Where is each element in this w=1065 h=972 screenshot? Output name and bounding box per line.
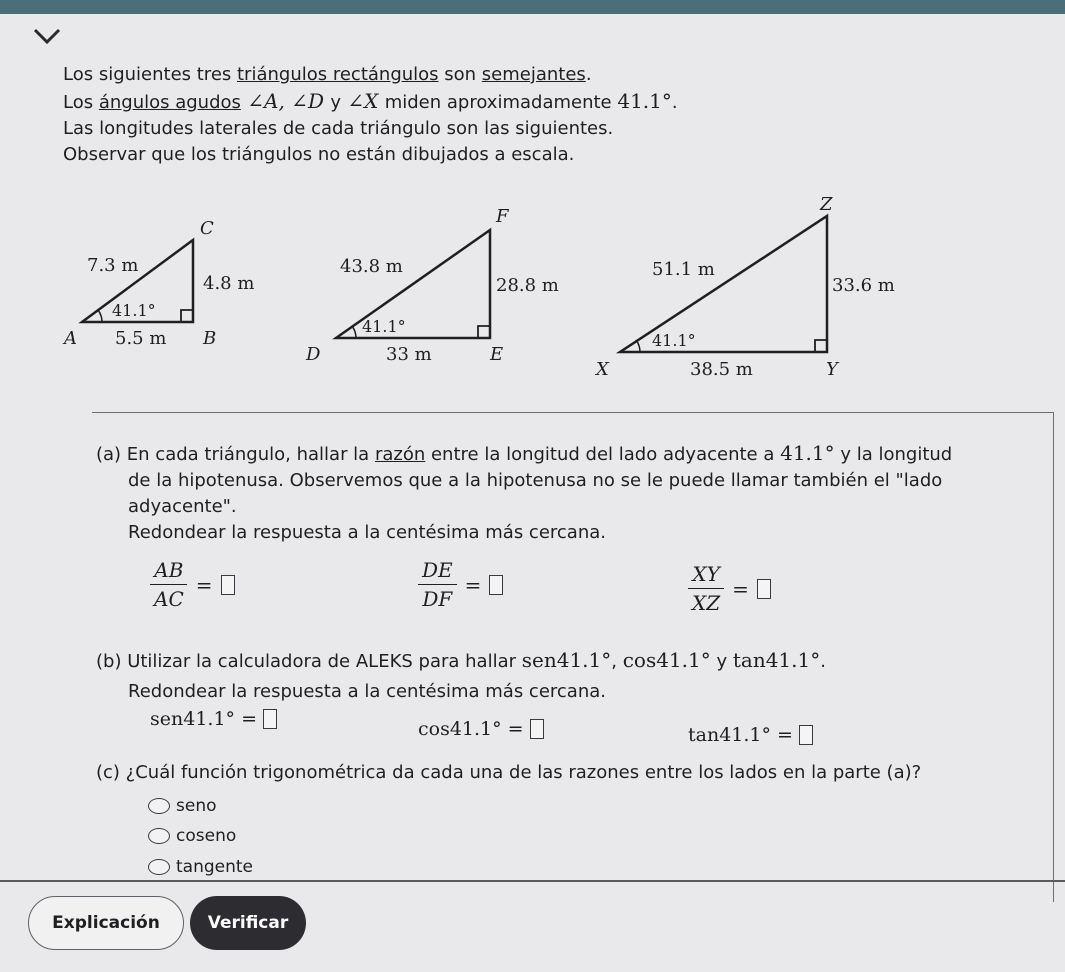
vertex-e: E	[490, 344, 504, 365]
side-ac-label: 7.3 m	[87, 255, 139, 276]
vertex-x: X	[596, 359, 609, 380]
vertex-a: A	[64, 328, 77, 349]
side-ef-label: 28.8 m	[496, 275, 559, 296]
tan-answer-row: tan41.1° =	[688, 724, 813, 746]
answer-cos-input[interactable]	[530, 719, 544, 739]
vertex-z: Z	[820, 194, 833, 215]
triangle-abc	[62, 218, 254, 349]
side-de-label: 33 m	[386, 344, 432, 365]
side-df-label: 43.8 m	[340, 256, 403, 277]
part-b-text: (b) Utilizar la calculadora de ALEKS para hallar sen41.1°, cos41.1° y tan41.1°. Redondear la respuesta a la centésima más cercana.	[96, 648, 826, 702]
fraction-xy-xz: $\frac{XY}{XZ}$ =	[688, 562, 771, 615]
radio-coseno[interactable]	[148, 828, 170, 844]
part-c-question: (c) ¿Cuál función trigonométrica da cada una de las razones entre los lados en la parte (a)?	[96, 762, 922, 783]
vertex-d: D	[306, 344, 321, 365]
footer-divider	[0, 880, 1065, 882]
vertex-f: F	[496, 206, 509, 227]
triangles-figure	[0, 0, 1065, 400]
answer-de-df-input[interactable]	[489, 575, 503, 595]
answer-ab-ac-input[interactable]	[221, 575, 235, 595]
explanation-button[interactable]: Explicación	[28, 896, 184, 950]
link-semejantes[interactable]: semejantes	[481, 64, 586, 85]
answer-tan-input[interactable]	[799, 725, 813, 745]
vertex-c: C	[200, 218, 214, 239]
vertex-y: Y	[826, 359, 838, 380]
triangle-xyz	[594, 194, 895, 380]
side-xz-label: 51.1 m	[652, 259, 715, 280]
radio-tangente[interactable]	[148, 859, 170, 875]
option-coseno[interactable]: coseno	[148, 826, 236, 846]
intro-line-3: Las longitudes laterales de cada triángulo son las siguientes.	[63, 118, 614, 139]
sen-answer-row: sen41.1° =	[150, 708, 277, 730]
part-a-text: (a) En cada triángulo, hallar la razón entre la longitud del lado adyacente a 41.1° y la longitud de la hipotenusa. Observemos que a la hipotenusa no se le puede llamar también el "lado adyacente". Redondear la respuesta a la centésima más cercana.	[96, 441, 953, 543]
angle-a-label: 41.1°	[112, 301, 156, 320]
fraction-de-df: $\frac{DE}{DF}$ =	[418, 558, 503, 611]
option-seno[interactable]: seno	[148, 796, 217, 816]
triangle-def	[305, 206, 559, 365]
link-triangulos-rectangulos[interactable]: triángulos rectángulos	[237, 64, 439, 85]
angle-x-label: 41.1°	[652, 331, 696, 350]
vertex-b: B	[203, 328, 217, 349]
intro-line-4: Observar que los triángulos no están dibujados a escala.	[63, 144, 575, 165]
side-xy-label: 38.5 m	[690, 359, 753, 380]
cos-answer-row: cos41.1° =	[418, 718, 544, 740]
side-bc-label: 4.8 m	[203, 273, 255, 294]
link-angulos-agudos[interactable]: ángulos agudos	[98, 92, 241, 113]
option-tangente[interactable]: tangente	[148, 857, 253, 877]
intro-line-1: Los siguientes tres triángulos rectángulos son semejantes.	[63, 64, 592, 85]
link-razon[interactable]: razón	[374, 444, 426, 465]
side-yz-label: 33.6 m	[832, 275, 895, 296]
radio-seno[interactable]	[148, 798, 170, 814]
verify-button[interactable]: Verificar	[190, 896, 306, 950]
intro-line-2: Los ángulos agudos ∠A, ∠D y ∠X miden aproximadamente 41.1°.	[63, 89, 678, 113]
answer-sen-input[interactable]	[263, 709, 277, 729]
angle-d-label: 41.1°	[362, 317, 406, 336]
side-ab-label: 5.5 m	[115, 328, 167, 349]
fraction-ab-ac: $\frac{AB}{AC}$ =	[150, 558, 235, 611]
answer-xy-xz-input[interactable]	[757, 579, 771, 599]
